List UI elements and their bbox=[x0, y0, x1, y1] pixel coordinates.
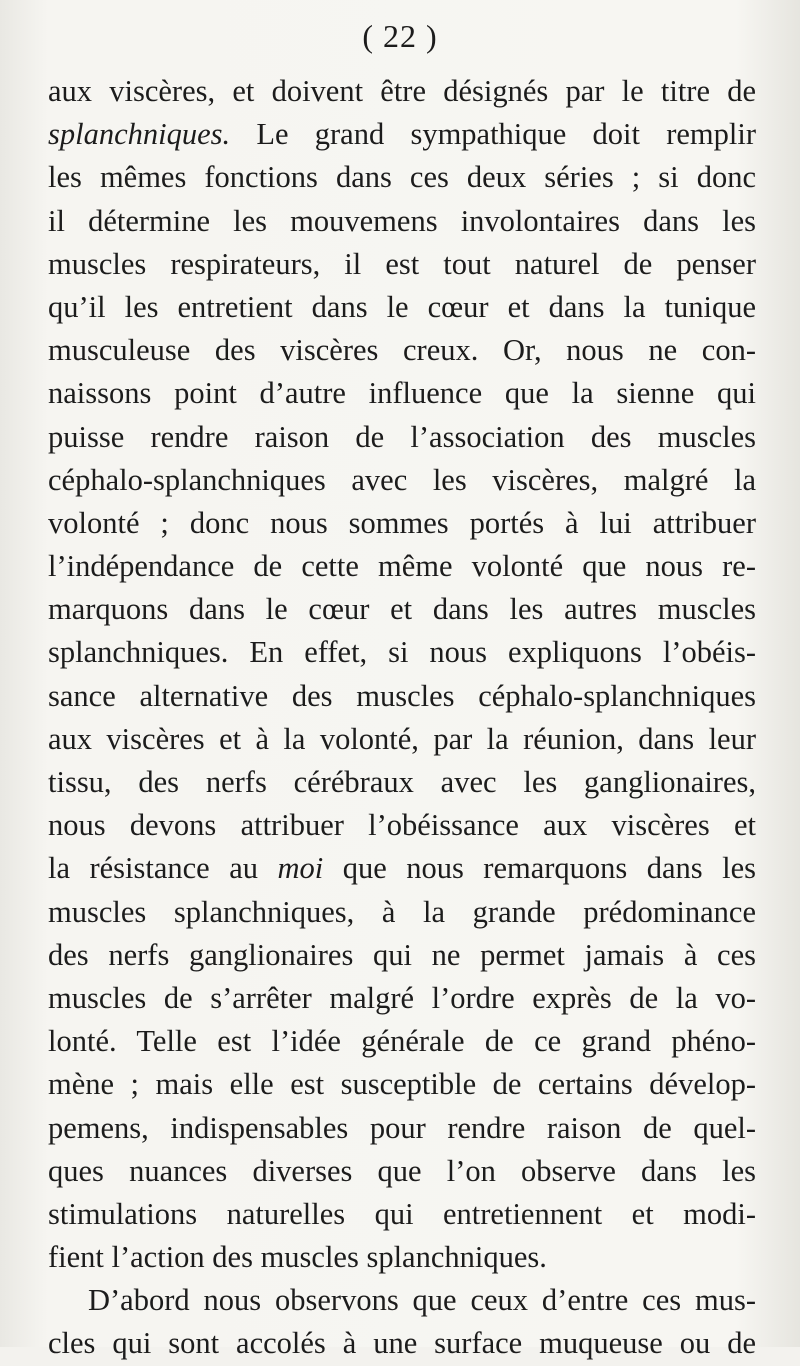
text-segment: il détermine les mouvemens involontaires dans les bbox=[48, 203, 756, 238]
text-line bbox=[48, 156, 756, 199]
text-line bbox=[48, 631, 756, 674]
text-segment: muscles de s’arrêter malgré l’ordre exprès de la vo- bbox=[48, 980, 756, 1015]
text-segment: nous devons attribuer l’obéissance aux viscères et bbox=[48, 808, 756, 843]
text-line bbox=[48, 459, 756, 502]
text-segment: volonté ; donc nous sommes portés à lui attribuer bbox=[48, 505, 756, 540]
text-line bbox=[48, 977, 756, 1020]
text-segment: naissons point d’autre influence que la sienne qui bbox=[48, 376, 756, 411]
text-segment: aux viscères, et doivent être désignés par le titre de bbox=[48, 74, 756, 108]
text-line bbox=[48, 1322, 756, 1365]
text-segment: splanchniques. En effet, si nous expliquons l’obéis- bbox=[48, 635, 756, 670]
text-line bbox=[48, 1020, 756, 1063]
text-line bbox=[48, 718, 756, 761]
text-segment: tissu, des nerfs cérébraux avec les ganglionaires, bbox=[48, 765, 756, 799]
text-segment: sance alternative des muscles céphalo-splanchniques bbox=[48, 678, 756, 713]
text-segment: ques nuances diverses que l’on observe dans les bbox=[48, 1153, 756, 1188]
text-segment: l’indépendance de cette même volonté que nous re- bbox=[48, 549, 756, 584]
text-segment: pemens, indispensables pour rendre raison de quel- bbox=[48, 1110, 756, 1145]
text-segment: des nerfs ganglionaires qui ne permet jamais à ces bbox=[48, 937, 756, 972]
text-line bbox=[48, 200, 756, 243]
text-line bbox=[48, 1150, 756, 1193]
italic-text: moi bbox=[277, 851, 324, 886]
text-line bbox=[48, 847, 756, 890]
text-line bbox=[48, 761, 756, 804]
text-line bbox=[48, 934, 756, 977]
body-text bbox=[48, 70, 756, 1366]
text-segment: marquons dans le cœur et dans les autres muscles bbox=[48, 592, 756, 627]
text-segment: mène ; mais elle est susceptible de certains dévelop- bbox=[48, 1067, 756, 1102]
text-segment: céphalo-splanchniques avec les viscères, malgré la bbox=[48, 462, 756, 497]
text-line bbox=[48, 588, 756, 631]
text-line bbox=[48, 416, 756, 459]
text-segment: les mêmes fonctions dans ces deux séries ; si donc bbox=[48, 160, 756, 195]
page-number: ( 22 ) bbox=[362, 18, 438, 54]
text-line bbox=[48, 675, 756, 718]
text-segment: que nous remarquons dans les bbox=[323, 851, 756, 886]
text-segment: musculeuse des viscères creux. Or, nous ne con- bbox=[48, 333, 756, 368]
text-line bbox=[48, 502, 756, 545]
text-segment: D’abord nous observons que ceux d’entre ces mus- bbox=[88, 1283, 756, 1318]
text-line bbox=[48, 1063, 756, 1106]
text-segment: la résistance au bbox=[48, 851, 278, 886]
text-line bbox=[48, 1107, 756, 1150]
text-segment: qu’il les entretient dans le cœur et dans la tunique bbox=[48, 289, 756, 324]
text-line bbox=[48, 1279, 756, 1322]
text-segment: stimulations naturelles qui entretiennent et modi- bbox=[48, 1196, 756, 1231]
text-line bbox=[48, 1193, 756, 1236]
text-line bbox=[48, 70, 756, 113]
text-segment: muscles respirateurs, il est tout naturel de penser bbox=[48, 246, 756, 281]
text-segment: fient l’action des muscles splanchniques. bbox=[48, 1240, 547, 1275]
text-line bbox=[48, 372, 756, 415]
text-segment: Le grand sympathique doit remplir bbox=[230, 117, 756, 152]
text-line bbox=[48, 1236, 756, 1279]
text-line bbox=[48, 891, 756, 934]
text-line bbox=[48, 113, 756, 156]
text-segment: cles qui sont accolés à une surface muqueuse ou de bbox=[48, 1326, 756, 1361]
text-segment: puisse rendre raison de l’association des muscles bbox=[48, 419, 756, 454]
text-line bbox=[48, 804, 756, 847]
italic-text: splanchniques. bbox=[48, 117, 231, 152]
text-segment: lonté. Telle est l’idée générale de ce grand phéno- bbox=[48, 1024, 756, 1059]
text-line bbox=[48, 545, 756, 588]
text-line bbox=[48, 286, 756, 329]
text-segment: muscles splanchniques, à la grande prédominance bbox=[48, 894, 756, 929]
text-line bbox=[48, 243, 756, 286]
text-line bbox=[48, 329, 756, 372]
text-segment: aux viscères et à la volonté, par la réunion, dans leur bbox=[48, 721, 756, 756]
